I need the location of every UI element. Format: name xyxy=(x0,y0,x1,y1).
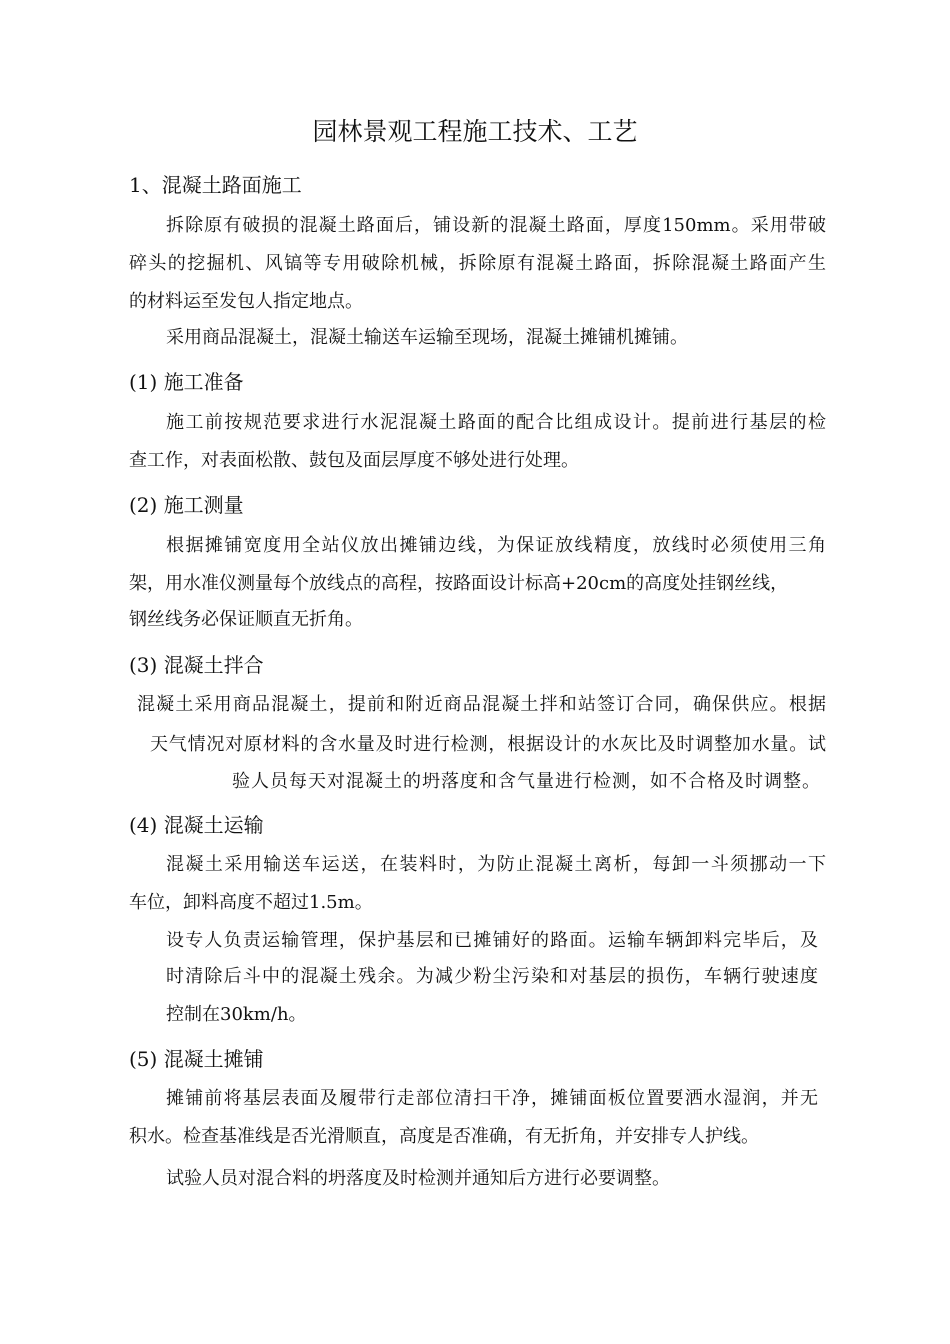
paragraph-line: 天气情况对原材料的含水量及时进行检测，根据设计的水灰比及时调整加水量。试 xyxy=(150,734,826,755)
paragraph-line: 钢丝线务必保证顺直无折角。 xyxy=(129,609,363,630)
subsection-heading-5: (5) 混凝土摊铺 xyxy=(129,1047,264,1071)
paragraph-line: 混凝土采用输送车运送，在装料时，为防止混凝土离析，每卸一斗须挪动一下 xyxy=(166,854,826,875)
paragraph-line: 混凝土采用商品混凝土，提前和附近商品混凝土拌和站签订合同，确保供应。根据 xyxy=(137,694,826,715)
paragraph-line: 查工作，对表面松散、鼓包及面层厚度不够处进行处理。 xyxy=(129,450,579,471)
paragraph-line: 验人员每天对混凝土的坍落度和含气量进行检测，如不合格及时调整。 xyxy=(232,771,820,792)
paragraph-line: 架，用水准仪测量每个放线点的高程，按路面设计标高+20cm的高度处挂钢丝线， xyxy=(129,573,789,594)
paragraph-line: 拆除原有破损的混凝土路面后，铺设新的混凝土路面，厚度150mm。采用带破 xyxy=(166,215,826,236)
subsection-heading-1: (1) 施工准备 xyxy=(129,370,244,394)
paragraph-line: 设专人负责运输管理，保护基层和已摊铺好的路面。运输车辆卸料完毕后，及 xyxy=(166,930,818,951)
paragraph-line: 控制在30km/h。 xyxy=(166,1004,307,1025)
subsection-heading-3: (3) 混凝土拌合 xyxy=(129,653,264,677)
paragraph-line: 积水。检查基准线是否光滑顺直，高度是否准确，有无折角，并安排专人护线。 xyxy=(129,1126,759,1147)
document-title: 园林景观工程施工技术、工艺 xyxy=(312,117,638,146)
section-heading-1: 1、混凝土路面施工 xyxy=(129,173,302,197)
paragraph-line: 采用商品混凝土，混凝土输送车运输至现场，混凝土摊铺机摊铺。 xyxy=(166,327,688,348)
paragraph-line: 碎头的挖掘机、风镐等专用破除机械，拆除原有混凝土路面，拆除混凝土路面产生 xyxy=(129,253,826,274)
paragraph-line: 试验人员对混合料的坍落度及时检测并通知后方进行必要调整。 xyxy=(166,1168,670,1189)
paragraph-line: 根据摊铺宽度用全站仪放出摊铺边线，为保证放线精度，放线时必须使用三角 xyxy=(166,535,826,556)
subsection-heading-2: (2) 施工测量 xyxy=(129,493,244,517)
paragraph-line: 摊铺前将基层表面及履带行走部位清扫干净，摊铺面板位置要洒水湿润，并无 xyxy=(166,1088,818,1109)
paragraph-line: 施工前按规范要求进行水泥混凝土路面的配合比组成设计。提前进行基层的检 xyxy=(166,412,826,433)
paragraph-line: 时清除后斗中的混凝土残余。为减少粉尘污染和对基层的损伤，车辆行驶速度 xyxy=(166,966,818,987)
paragraph-line: 车位，卸料高度不超过1.5m。 xyxy=(129,892,373,913)
subsection-heading-4: (4) 混凝土运输 xyxy=(129,813,264,837)
paragraph-line: 的材料运至发包人指定地点。 xyxy=(129,291,363,312)
